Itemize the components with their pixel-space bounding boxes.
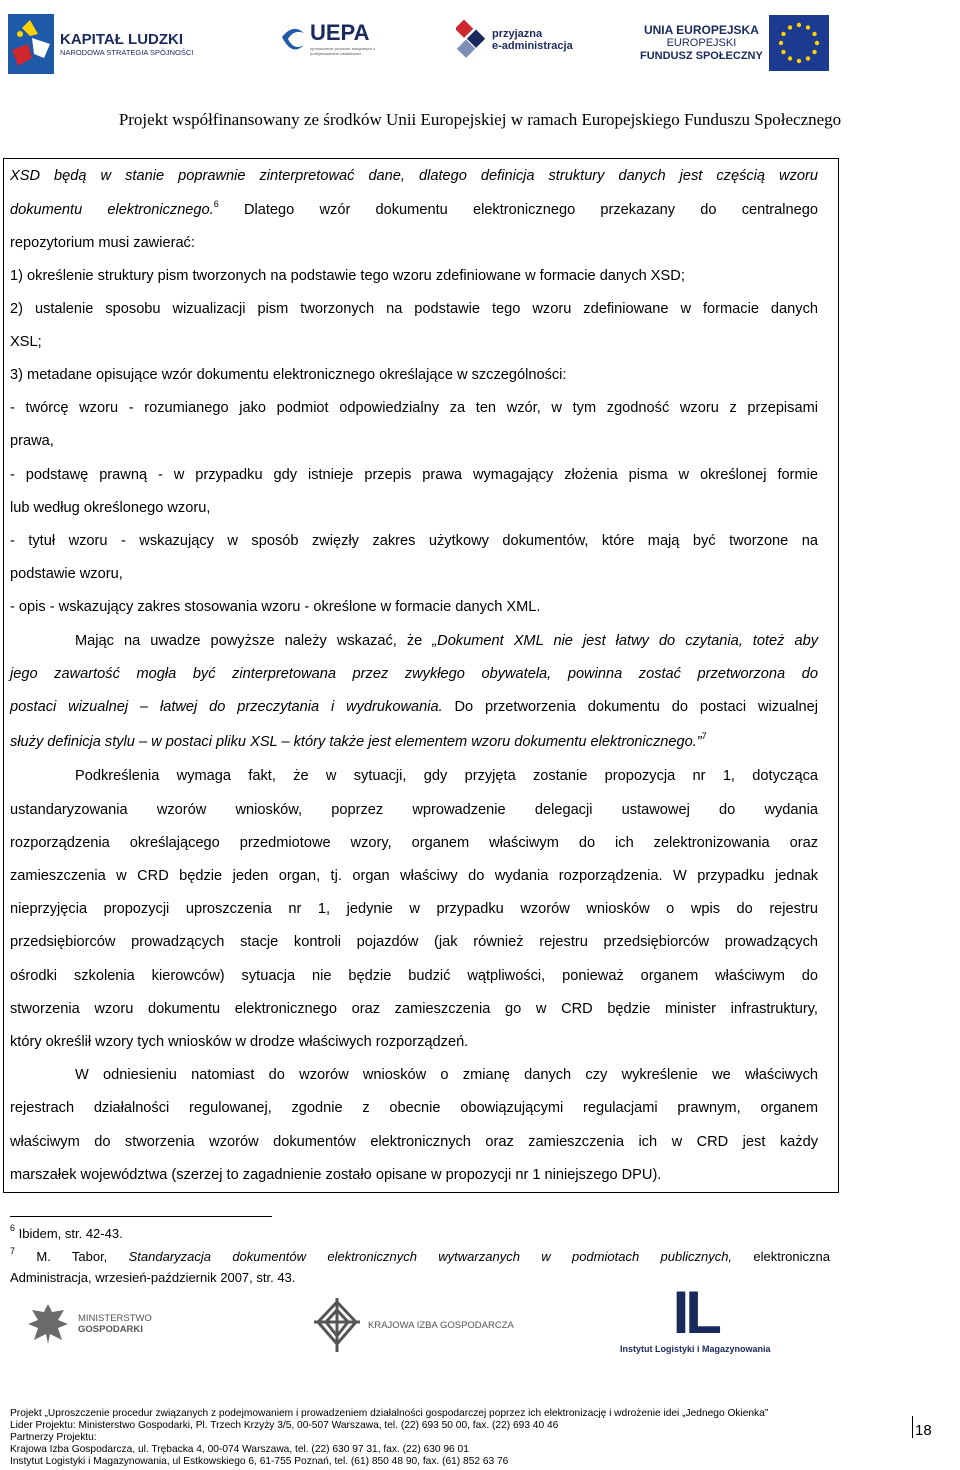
e-administracja-logo — [456, 18, 573, 62]
footer-partners-label: Partnerzy Projektu: — [10, 1432, 97, 1443]
text-line: marszałek województwa (szerzej to zagadnienie zostało opisane w propozycji nr 1 niniejszego DPU). — [10, 1167, 662, 1183]
eu-flag-icon — [769, 15, 829, 71]
epa-line2: e-administracja — [492, 40, 573, 52]
text-line: stworzenia wzoru dokumentu elektronicznego oraz zamieszczenia go w CRD będzie minister infrastruktury, — [10, 1001, 818, 1017]
text-line: rejestrach działalności regulowanej, zgodnie z obecnie obowiązującymi regulacjami prawnym, organem — [10, 1100, 818, 1116]
kig-name: KRAJOWA IZBA GOSPODARCZA — [368, 1319, 514, 1331]
text-line: XSL; — [10, 334, 42, 350]
text-line: podstawie wzoru, — [10, 566, 123, 582]
eu-logo — [640, 15, 829, 71]
footnote-ref-6[interactable]: 6 — [213, 199, 219, 209]
text-line: ustandaryzowania wzorów wniosków, poprzez wprowadzenie delegacji ustawowej do wydania — [10, 802, 818, 818]
ilim-name: Instytut Logistyki i Magazynowania — [620, 1344, 771, 1354]
text-line: 1) określenie struktury pism tworzonych na podstawie tego wzoru zdefiniowane w formacie danych XSD; — [10, 268, 685, 284]
text-line: lub według określonego wzoru, — [10, 500, 211, 516]
text-line: właściwym do stworzenia wzorów dokumentów elektronicznych oraz zamieszczenia ich w CRD jest każdy — [10, 1134, 818, 1150]
mg-line1: MINISTERSTWO — [78, 1313, 152, 1324]
text-line: W odniesieniu natomiast do wzorów wniosków o zmianę danych czy wykreślenie we właściwych — [75, 1067, 818, 1083]
ilim-logo — [620, 1279, 771, 1354]
ilim-mark-icon: IL — [672, 1279, 718, 1346]
text-line: służy definicja stylu – w postaci pliku XSL – który także jest elementem wzoru dokumentu elektronicznego.”$^7$ — [10, 731, 707, 750]
text-line: - tytuł wzoru - wskazujący w sposób zwięzły zakres użytkowy dokumentów, które mają być tworzone na — [10, 533, 818, 549]
header-logos — [0, 0, 960, 90]
uepa-subtitle: uproszczenie procedur związanych z podejmowaniem działalności — [310, 46, 376, 56]
eu-line1: UNIA EUROPEJSKA — [643, 22, 759, 37]
text-line: 3) metadane opisujące wzór dokumentu elektronicznego określające w szczególności: — [10, 367, 567, 383]
uepa-logo — [280, 20, 385, 56]
footer-partner-kig: Krajowa Izba Gospodarcza, ul. Trębacka 4, 00-074 Warszawa, tel. (22) 630 97 31, fax. (22) 630 96 01 — [10, 1444, 469, 1455]
kl-subtitle: NARODOWA STRATEGIA SPÓJNOŚCI — [60, 48, 194, 57]
e-administracja-puzzle-icon — [456, 18, 488, 62]
page-number-rule — [912, 1416, 913, 1438]
text-line: dokumentu elektronicznego.$^6$ Dlatego wzór dokumentu elektronicznego przekazany do centralnego — [10, 199, 818, 218]
kig-emblem-icon — [312, 1296, 362, 1354]
footnote-7: $^7$ M. Tabor, Standaryzacja dokumentów elektronicznych wytwarzanych w podmiotach publicznych, elektroniczna — [10, 1246, 830, 1264]
polish-eagle-icon — [24, 1300, 72, 1348]
text-line: nieprzyjęcia propozycji uproszczenia nr 1, jedynie w przypadku wzorów wniosków o wpis do rejestru — [10, 901, 818, 917]
uepa-title: UEPA — [310, 20, 370, 45]
text-line: - opis - wskazujący zakres stosowania wzoru - określone w formacie danych XML. — [10, 599, 541, 615]
text-line: który określił wzory tych wniosków w drodze właściwych rozporządzeń. — [10, 1034, 469, 1050]
epa-line1: przyjazna — [492, 28, 543, 40]
eu-line3: FUNDUSZ SPOŁECZNY — [640, 49, 763, 62]
footer-project: Projekt „Uproszczenie procedur związanych z podejmowaniem i prowadzeniem działalności gospodarczej poprzez ich elektronizację i wdrożenie idei „Jednego Okienka” — [10, 1408, 769, 1419]
text-line: prawa, — [10, 433, 54, 449]
text-line: Mając na uwadze powyższe należy wskazać, że „Dokument XML nie jest łatwy do czytania, toteż aby — [75, 633, 818, 649]
text-line: - twórcę wzoru - rozumianego jako podmiot odpowiedzialny za ten wzór, w tym zgodność wzoru z przepisami — [10, 400, 818, 416]
kapital-ludzki-emblem-icon — [8, 14, 54, 74]
text-line: postaci wizualnej – łatwej do przeczytania i wydrukowania. Do przetworzenia dokumentu do postaci wizualnej — [10, 699, 818, 715]
mg-line2: GOSPODARKI — [78, 1324, 143, 1335]
eu-line2: EUROPEJSKI — [666, 36, 737, 49]
ministerstwo-gospodarki-logo — [24, 1300, 152, 1348]
text-line: rozporządzenia określającego przedmiotowe wzory, organem właściwym do ich zelektronizowania oraz — [10, 835, 818, 851]
footnote-6: $^6$ Ibidem, str. 42-43. — [10, 1223, 123, 1241]
text-line: Podkreślenia wymaga fakt, że w sytuacji, gdy przyjęta zostanie propozycja nr 1, dotycząca — [75, 768, 818, 784]
text-line: XSD będą w stanie poprawnie zinterpretować dane, dlatego definicja struktury danych jest częścią wzoru — [10, 168, 818, 184]
text-line: repozytorium musi zawierać: — [10, 235, 195, 251]
footnote-separator — [10, 1216, 272, 1217]
text-line: ośrodki szkolenia kierowców) sytuacja nie będzie budzić wątpliwości, ponieważ organem właściwym do — [10, 968, 818, 984]
text-line: zamieszczenia w CRD będzie jeden organ, tj. organ właściwy do wydania rozporządzenia. W przypadku jednak — [10, 868, 818, 884]
uepa-swirl-icon — [280, 23, 306, 53]
text-line: - podstawę prawną - w przypadku gdy istnieje przepis prawa wymagający złożenia pisma w określonej formie — [10, 467, 818, 483]
text-line: 2) ustalenie sposobu wizualizacji pism tworzonych na podstawie tego wzoru zdefiniowane w formacie danych — [10, 301, 818, 317]
footer-partner-ilim: Instytut Logistyki i Magazynowania, ul Estkowskiego 6, 61-755 Poznań, tel. (61) 850 48 90, fax. (61) 852 63 76 — [10, 1456, 509, 1467]
footnote-ref-7[interactable]: 7 — [701, 731, 707, 741]
kl-title: KAPITAŁ LUDZKI — [60, 31, 184, 48]
text-line: przedsiębiorców prowadzących stacje kontroli pojazdów (jak również rejestru przedsiębiorców prowadzących — [10, 934, 818, 950]
footer-leader: Lider Projektu: Ministerstwo Gospodarki, Pl. Trzech Krzyży 3/5, 00-507 Warszawa, tel. (22) 693 50 00, fax. (22) 693 40 46 — [10, 1420, 559, 1431]
footnote-7-cont: Administracja, wrzesień-październik 2007, str. 43. — [10, 1270, 296, 1285]
kapital-ludzki-logo — [8, 14, 193, 74]
page-number: 18 — [915, 1422, 932, 1439]
funding-statement: Projekt współfinansowany ze środków Unii Europejskiej w ramach Europejskiego Funduszu Społecznego — [118, 110, 842, 129]
text-line: jego zawartość mogła być zinterpretowana przez zwykłego obywatela, powinna zostać przetworzona do — [10, 666, 818, 682]
kig-logo — [312, 1296, 514, 1354]
